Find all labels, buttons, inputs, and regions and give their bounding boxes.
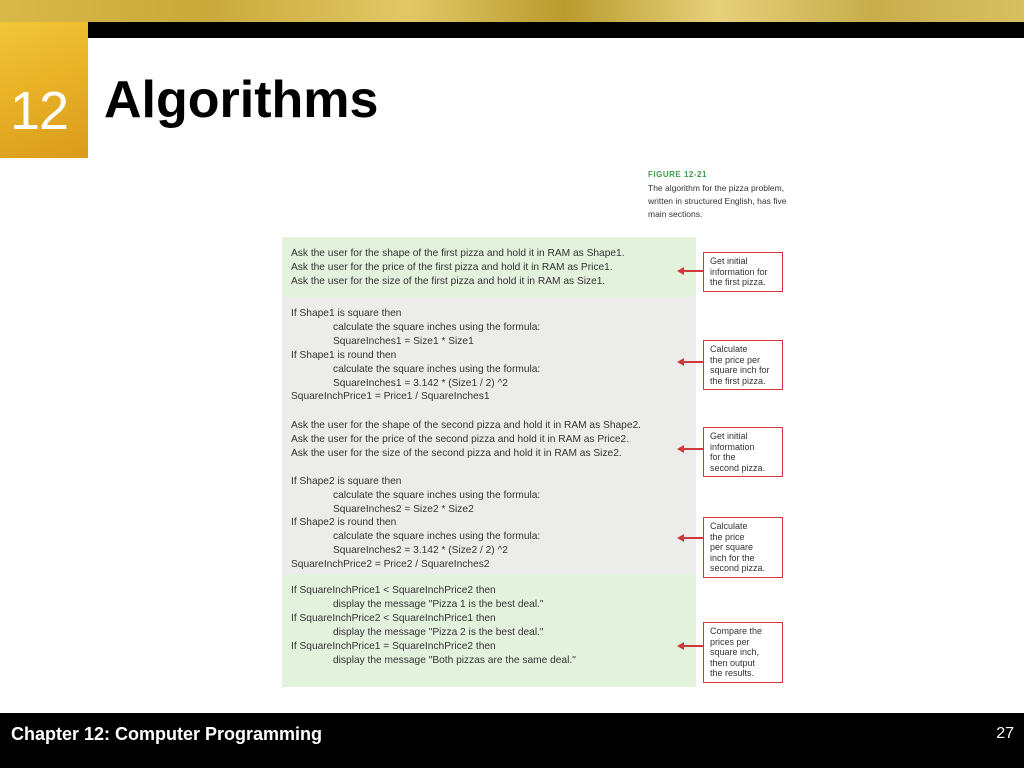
algorithm-line: calculate the square inches using the formula: (333, 321, 541, 333)
annotation-line: inch for the (710, 552, 755, 563)
annotation-compare-prices (703, 622, 783, 683)
algorithm-line: SquareInches1 = 3.142 * (Size1 / 2) ^2 (333, 377, 508, 389)
slide-title: Algorithms (104, 71, 379, 129)
footer-chapter-title: Chapter 12: Computer Programming (11, 724, 323, 744)
algorithm-line: Ask the user for the shape of the second pizza and hold it in RAM as Shape2. (291, 420, 641, 431)
annotation-line: the price per (710, 354, 761, 365)
algorithm-line: calculate the square inches using the formula: (333, 489, 541, 501)
footer-bar (0, 713, 1024, 768)
annotation-line: the price (710, 531, 745, 542)
annotation-line: Get initial (710, 431, 748, 441)
algorithm-line: If SquareInchPrice2 < SquareInchPrice1 then (291, 612, 496, 624)
top-decorative-strip (0, 0, 1024, 22)
annotation-line: information (710, 441, 755, 452)
annotation-get-initial-info-second (703, 427, 783, 477)
algorithm-line: If Shape1 is square then (291, 308, 402, 319)
algorithm-section-2 (282, 297, 696, 409)
annotation-line: square inch, (710, 647, 760, 657)
page-number: 27 (996, 725, 1014, 742)
annotation-arrow (682, 361, 703, 363)
chapter-number: 12 (10, 81, 69, 141)
annotation-line: information for (710, 266, 768, 277)
algorithm-section-3 (282, 409, 696, 574)
algorithm-line: If SquareInchPrice1 = SquareInchPrice2 then (291, 640, 496, 652)
annotation-line: for the (710, 452, 736, 462)
algorithm-line: Ask the user for the shape of the first pizza and hold it in RAM as Shape1. (291, 248, 625, 259)
annotation-line: the results. (710, 668, 755, 678)
algorithm-section-4 (282, 574, 696, 687)
algorithm-figure (282, 237, 696, 687)
annotation-line: the first pizza. (710, 277, 766, 287)
annotation-line: Calculate (710, 521, 748, 531)
spacer (291, 461, 688, 475)
annotation-line: square inch for (710, 365, 770, 375)
algorithm-line: display the message "Pizza 1 is the best deal." (333, 598, 544, 610)
annotation-line: prices per (710, 636, 750, 647)
annotation-arrow (682, 537, 703, 539)
algorithm-line: If Shape1 is round then (291, 349, 397, 361)
algorithm-line: Ask the user for the size of the first pizza and hold it in RAM as Size1. (291, 275, 606, 287)
algorithm-section-1 (282, 237, 696, 297)
algorithm-line: Ask the user for the price of the second pizza and hold it in RAM as Price2. (291, 433, 630, 445)
algorithm-line: SquareInches1 = Size1 * Size1 (333, 335, 474, 347)
annotation-line: the first pizza. (710, 375, 766, 386)
figure-caption (648, 168, 798, 221)
annotation-line: then output (710, 657, 756, 668)
annotation-line: Calculate (710, 344, 748, 354)
annotation-line: Compare the (710, 626, 763, 636)
algorithm-line: display the message "Pizza 2 is the best deal." (333, 626, 544, 638)
algorithm-line: SquareInches2 = Size2 * Size2 (333, 503, 474, 515)
algorithm-line: If Shape2 is square then (291, 475, 402, 487)
annotation-calculate-price-first (703, 340, 783, 390)
algorithm-line: SquareInchPrice2 = Price2 / SquareInches2 (291, 559, 490, 571)
annotation-line: second pizza. (710, 462, 766, 473)
annotation-line: per square (710, 542, 754, 552)
algorithm-line: Ask the user for the size of the second pizza and hold it in RAM as Size2. (291, 447, 622, 459)
annotation-line: Get initial (710, 256, 748, 266)
algorithm-line: If SquareInchPrice1 < SquareInchPrice2 then (291, 585, 496, 596)
algorithm-line: Ask the user for the price of the first pizza and hold it in RAM as Price1. (291, 261, 613, 273)
figure-label: FIGURE 12-21 (648, 170, 707, 179)
annotation-get-initial-info-first (703, 252, 783, 292)
algorithm-line: calculate the square inches using the formula: (333, 363, 541, 375)
header-black-bar (88, 22, 1024, 38)
algorithm-line: If Shape2 is round then (291, 517, 397, 529)
annotation-arrow (682, 645, 703, 647)
annotation-line: second pizza. (710, 563, 766, 573)
algorithm-line: SquareInches2 = 3.142 * (Size2 / 2) ^2 (333, 545, 508, 557)
algorithm-line: SquareInchPrice1 = Price1 / SquareInches1 (291, 391, 490, 403)
annotation-arrow (682, 448, 703, 450)
annotation-calculate-price-second (703, 517, 783, 578)
algorithm-line: calculate the square inches using the formula: (333, 531, 541, 543)
algorithm-line: display the message "Both pizzas are the same deal." (333, 654, 576, 666)
chapter-badge (0, 22, 88, 158)
figure-caption-text: The algorithm for the pizza problem, written in structured English, has five main sections. (648, 183, 787, 219)
annotation-arrow (682, 270, 703, 272)
